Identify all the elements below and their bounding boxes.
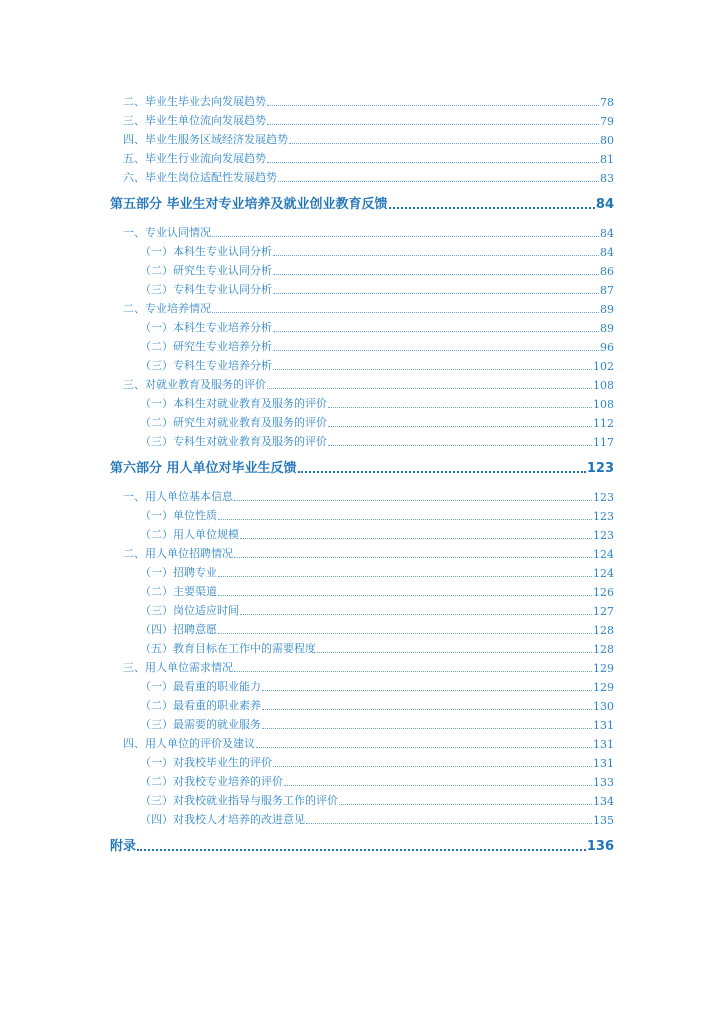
toc-part-entry[interactable] (110, 457, 614, 476)
toc-page-number: 124 (593, 567, 614, 580)
toc-entry[interactable] (110, 504, 614, 523)
toc-page-number: 84 (595, 197, 614, 212)
toc-page-number: 123 (593, 510, 614, 523)
toc-leader-dots (273, 293, 599, 294)
toc-page-number: 108 (593, 379, 614, 392)
toc-leader-dots (212, 236, 599, 237)
toc-leader-dots (240, 614, 592, 615)
toc-leader-dots (218, 519, 592, 520)
toc-entry-title: （一）最看重的职业能力 (140, 680, 261, 693)
toc-leader-dots (273, 255, 599, 256)
table-of-contents (110, 90, 614, 863)
toc-entry[interactable] (110, 675, 614, 694)
toc-page-number: 84 (600, 227, 614, 240)
toc-page-number: 123 (586, 461, 614, 476)
toc-entry[interactable] (110, 316, 614, 335)
toc-page-number: 78 (600, 96, 614, 109)
toc-leader-dots (328, 445, 592, 446)
toc-entry-title: 附录 (110, 839, 137, 854)
toc-entry-title: 三、对就业教育及服务的评价 (123, 378, 266, 391)
toc-page-number: 108 (593, 398, 614, 411)
toc-entry-title: 一、用人单位基本信息 (123, 490, 233, 503)
toc-page-number: 134 (593, 795, 614, 808)
toc-leader-dots (234, 557, 592, 558)
toc-leader-dots (256, 747, 592, 748)
toc-entry-title: （五）教育目标在工作中的需要程度 (140, 642, 316, 655)
toc-page-number: 131 (593, 719, 614, 732)
toc-entry-title: 一、专业认同情况 (123, 226, 211, 239)
toc-entry-title: 六、毕业生岗位适配性发展趋势 (123, 171, 277, 184)
toc-leader-dots (328, 407, 592, 408)
toc-page-number: 83 (600, 172, 614, 185)
toc-entry[interactable] (110, 542, 614, 561)
toc-entry[interactable] (110, 808, 614, 827)
toc-entry-title: 五、毕业生行业流向发展趋势 (123, 152, 266, 165)
toc-entry[interactable] (110, 373, 614, 392)
toc-leader-dots (137, 849, 586, 851)
toc-leader-dots (284, 785, 592, 786)
toc-leader-dots (278, 181, 599, 182)
toc-page-number: 96 (600, 341, 614, 354)
toc-entry-title: （三）岗位适应时间 (140, 604, 239, 617)
toc-page-number: 79 (600, 115, 614, 128)
toc-page-number: 129 (593, 662, 614, 675)
toc-leader-dots (273, 369, 592, 370)
toc-entry-title: 二、用人单位招聘情况 (123, 547, 233, 560)
toc-entry-title: 三、用人单位需求情况 (123, 661, 233, 674)
toc-entry[interactable] (110, 599, 614, 618)
toc-entry-title: （三）专科生对就业教育及服务的评价 (140, 435, 327, 448)
toc-leader-dots (328, 426, 592, 427)
toc-entry[interactable] (110, 561, 614, 580)
toc-leader-dots (339, 804, 592, 805)
toc-page-number: 87 (600, 284, 614, 297)
toc-leader-dots (218, 576, 592, 577)
toc-leader-dots (273, 274, 599, 275)
toc-leader-dots (273, 331, 599, 332)
toc-leader-dots (306, 823, 592, 824)
toc-entry-title: 三、毕业生单位流向发展趋势 (123, 114, 266, 127)
toc-page-number: 129 (593, 681, 614, 694)
toc-part-entry[interactable] (110, 193, 614, 212)
toc-entry-title: （一）对我校毕业生的评价 (140, 756, 272, 769)
toc-entry[interactable] (110, 694, 614, 713)
toc-entry-title: （三）对我校就业指导与服务工作的评价 (140, 794, 338, 807)
toc-entry[interactable] (110, 751, 614, 770)
toc-entry[interactable] (110, 90, 614, 109)
toc-entry[interactable] (110, 732, 614, 751)
toc-entry[interactable] (110, 580, 614, 599)
toc-entry[interactable] (110, 656, 614, 675)
toc-entry[interactable] (110, 354, 614, 373)
toc-entry-title: 四、用人单位的评价及建议 (123, 737, 255, 750)
toc-entry-title: （三）专科生专业认同分析 (140, 283, 272, 296)
toc-leader-dots (267, 124, 599, 125)
toc-page-number: 117 (593, 436, 614, 449)
toc-page-number: 86 (600, 265, 614, 278)
toc-entry[interactable] (110, 411, 614, 430)
toc-page-number: 130 (593, 700, 614, 713)
toc-page-number: 136 (586, 839, 614, 854)
toc-entry[interactable] (110, 430, 614, 449)
toc-leader-dots (218, 633, 592, 634)
toc-page-number: 84 (600, 246, 614, 259)
toc-entry[interactable] (110, 713, 614, 732)
toc-page-number: 81 (600, 153, 614, 166)
toc-entry[interactable] (110, 618, 614, 637)
toc-entry[interactable] (110, 240, 614, 259)
toc-entry-title: （一）本科生专业认同分析 (140, 245, 272, 258)
toc-leader-dots (262, 709, 592, 710)
toc-entry[interactable] (110, 523, 614, 542)
toc-entry[interactable] (110, 128, 614, 147)
toc-leader-dots (273, 350, 599, 351)
toc-entry[interactable] (110, 221, 614, 240)
toc-leader-dots (262, 728, 592, 729)
toc-page-number: 102 (593, 360, 614, 373)
toc-page-number: 126 (593, 586, 614, 599)
toc-entry-title: （二）对我校专业培养的评价 (140, 775, 283, 788)
toc-page-number: 89 (600, 322, 614, 335)
toc-page-number: 127 (593, 605, 614, 618)
toc-page-number: 124 (593, 548, 614, 561)
toc-page-number: 89 (600, 303, 614, 316)
toc-page-number: 135 (593, 814, 614, 827)
toc-leader-dots (317, 652, 592, 653)
toc-part-entry[interactable] (110, 835, 614, 854)
toc-leader-dots (262, 690, 592, 691)
toc-leader-dots (267, 162, 599, 163)
toc-entry[interactable] (110, 259, 614, 278)
toc-entry[interactable] (110, 297, 614, 316)
toc-page-number: 123 (593, 529, 614, 542)
toc-page-number: 131 (593, 738, 614, 751)
toc-entry[interactable] (110, 637, 614, 656)
toc-entry-title: （二）最看重的职业素养 (140, 699, 261, 712)
toc-entry[interactable] (110, 789, 614, 808)
toc-leader-dots (240, 538, 592, 539)
toc-entry[interactable] (110, 166, 614, 185)
toc-leader-dots (267, 388, 592, 389)
toc-entry-title: （二）用人单位规模 (140, 528, 239, 541)
toc-entry[interactable] (110, 485, 614, 504)
toc-page-number: 133 (593, 776, 614, 789)
toc-entry-title: 第五部分 毕业生对专业培养及就业创业教育反馈 (110, 197, 388, 212)
toc-leader-dots (273, 766, 592, 767)
toc-leader-dots (234, 500, 592, 501)
toc-entry-title: 四、毕业生服务区域经济发展趋势 (123, 133, 288, 146)
toc-entry[interactable] (110, 770, 614, 789)
toc-entry-title: （四）对我校人才培养的改进意见 (140, 813, 305, 826)
toc-leader-dots (218, 595, 592, 596)
toc-entry-title: （二）研究生专业认同分析 (140, 264, 272, 277)
toc-page-number: 131 (593, 757, 614, 770)
toc-page-number: 128 (593, 624, 614, 637)
toc-page-number: 112 (593, 417, 614, 430)
toc-page-number: 128 (593, 643, 614, 656)
toc-leader-dots (389, 207, 595, 209)
toc-entry[interactable] (110, 278, 614, 297)
toc-page-number: 80 (600, 134, 614, 147)
toc-page-number: 123 (593, 491, 614, 504)
toc-leader-dots (289, 143, 599, 144)
toc-entry[interactable] (110, 392, 614, 411)
toc-entry-title: （二）研究生专业培养分析 (140, 340, 272, 353)
toc-entry-title: 第六部分 用人单位对毕业生反馈 (110, 461, 297, 476)
toc-entry-title: （二）研究生对就业教育及服务的评价 (140, 416, 327, 429)
toc-entry-title: 二、毕业生毕业去向发展趋势 (123, 95, 266, 108)
toc-entry-title: （三）专科生专业培养分析 (140, 359, 272, 372)
toc-leader-dots (298, 471, 586, 473)
toc-entry[interactable] (110, 109, 614, 128)
toc-entry-title: （四）招聘意愿 (140, 623, 217, 636)
toc-entry[interactable] (110, 335, 614, 354)
toc-leader-dots (212, 312, 599, 313)
toc-leader-dots (267, 105, 599, 106)
toc-entry-title: （一）本科生专业培养分析 (140, 321, 272, 334)
toc-leader-dots (234, 671, 592, 672)
toc-entry-title: （二）主要渠道 (140, 585, 217, 598)
toc-entry-title: （三）最需要的就业服务 (140, 718, 261, 731)
toc-entry-title: 二、专业培养情况 (123, 302, 211, 315)
toc-entry-title: （一）本科生对就业教育及服务的评价 (140, 397, 327, 410)
toc-entry[interactable] (110, 147, 614, 166)
toc-entry-title: （一）单位性质 (140, 509, 217, 522)
toc-entry-title: （一）招聘专业 (140, 566, 217, 579)
